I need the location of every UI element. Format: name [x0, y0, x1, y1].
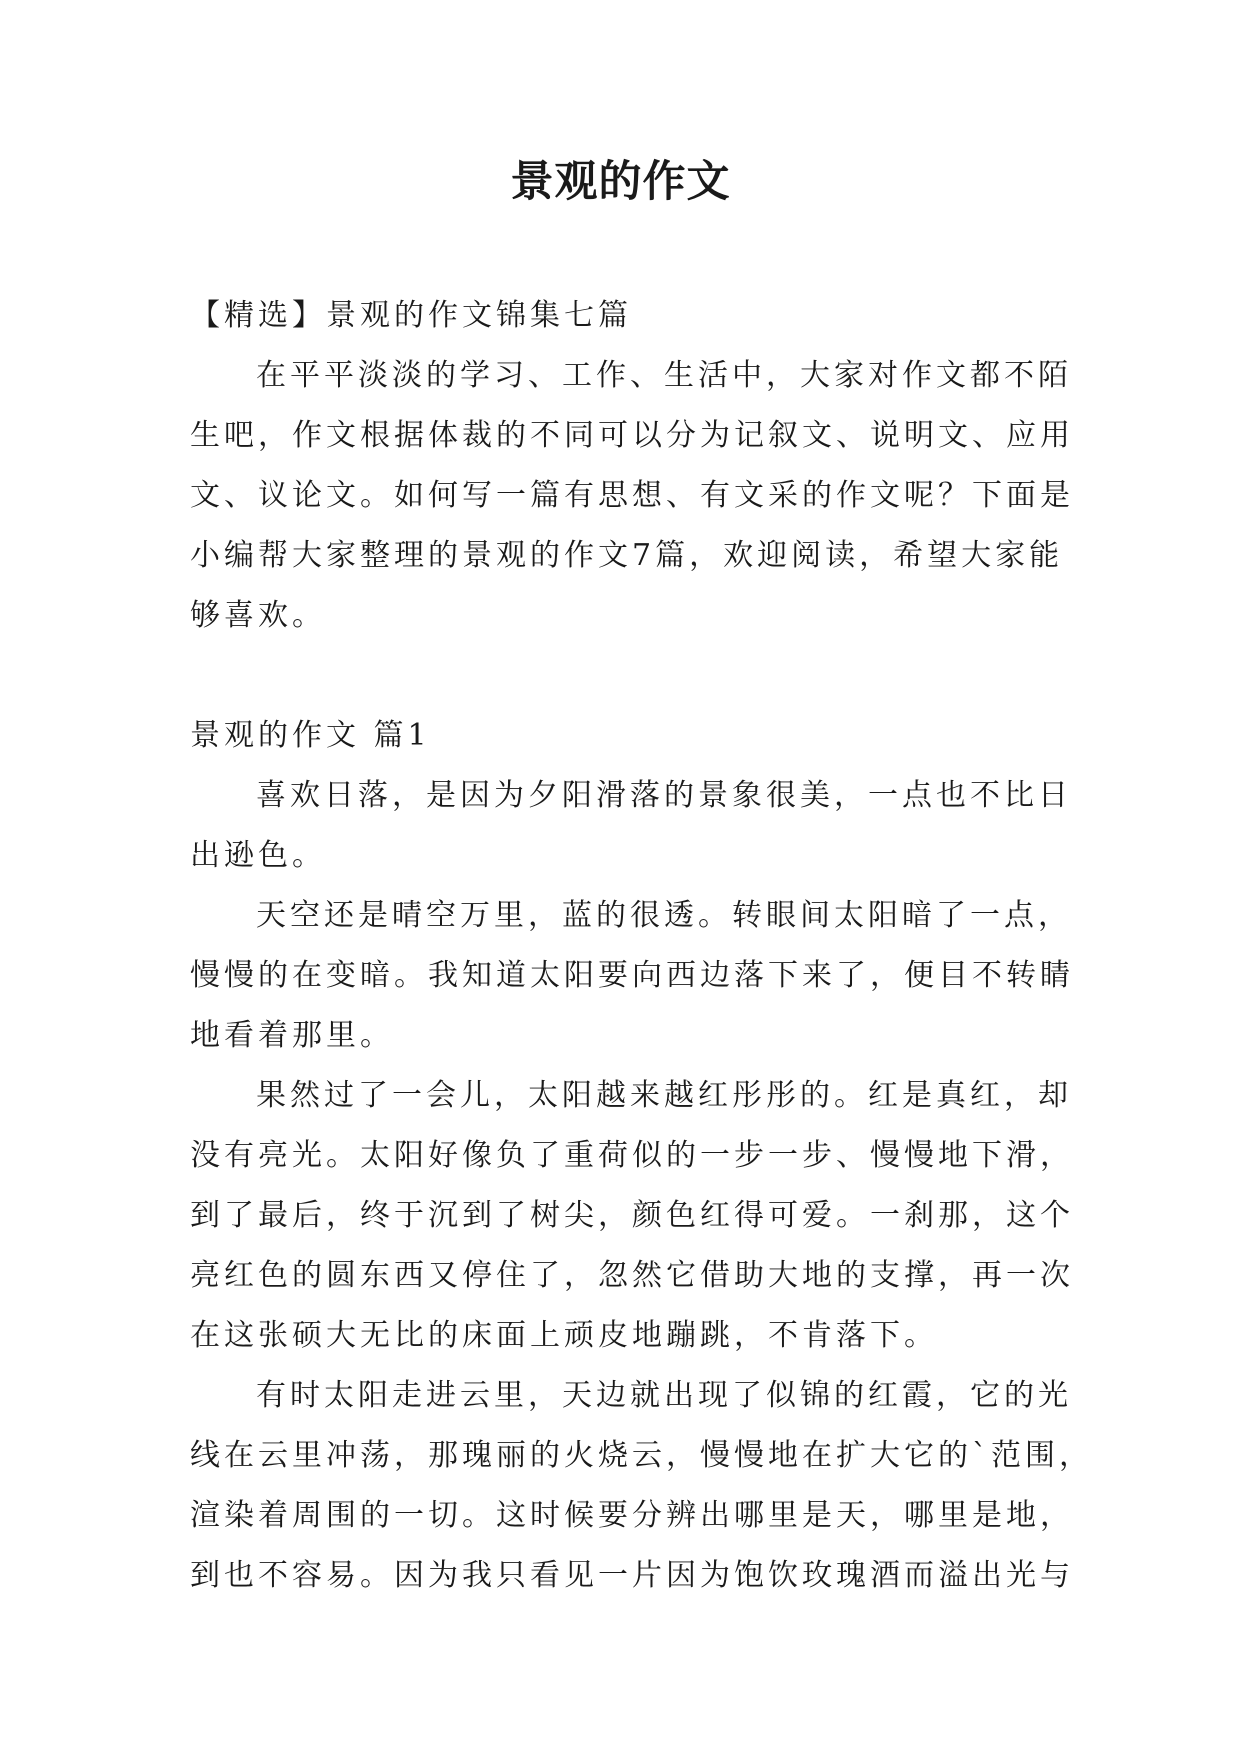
paragraph-line: 地看着那里。 — [190, 1018, 394, 1053]
paragraph-line: 出逊色。 — [190, 838, 326, 873]
paragraph-line: 渲染着周围的一切。这时候要分辨出哪里是天，哪里是地， — [190, 1498, 1074, 1533]
intro-line: 在平平淡淡的学习、工作、生活中，大家对作文都不陌 — [256, 358, 1072, 393]
document-subtitle: 【精选】景观的作文锦集七篇 — [190, 298, 632, 333]
document-body — [190, 286, 1093, 1606]
section-spacer — [190, 646, 1056, 706]
paragraph-line: 天空还是晴空万里，蓝的很透。转眼间太阳暗了一点， — [256, 898, 1072, 933]
section-heading: 景观的作文 篇1 — [190, 718, 431, 753]
paragraph-line: 到也不容易。因为我只看见一片因为饱饮玫瑰酒而溢出光与 — [190, 1558, 1074, 1593]
paragraph-line: 到了最后，终于沉到了树尖，颜色红得可爱。一刹那，这个 — [190, 1198, 1074, 1233]
paragraph-line: 在这张硕大无比的床面上顽皮地蹦跳，不肯落下。 — [190, 1318, 938, 1353]
intro-line: 小编帮大家整理的景观的作文7篇，欢迎阅读，希望大家能 — [190, 538, 1064, 573]
intro-line: 生吧，作文根据体裁的不同可以分为记叙文、说明文、应用 — [190, 418, 1074, 453]
paragraph-line: 果然过了一会儿，太阳越来越红彤彤的。红是真红，却 — [256, 1078, 1072, 1113]
paragraph-line: 有时太阳走进云里，天边就出现了似锦的红霞，它的光 — [256, 1378, 1072, 1413]
paragraph-line: 线在云里冲荡，那瑰丽的火烧云，慢慢地在扩大它的`范围， — [190, 1438, 1093, 1473]
paragraph-line: 喜欢日落，是因为夕阳滑落的景象很美，一点也不比日 — [256, 778, 1072, 813]
paragraph-line: 亮红色的圆东西又停住了，忽然它借助大地的支撑，再一次 — [190, 1258, 1074, 1293]
paragraph-line: 没有亮光。太阳好像负了重荷似的一步一步、慢慢地下滑， — [190, 1138, 1074, 1173]
intro-line: 文、议论文。如何写一篇有思想、有文采的作文呢？下面是 — [190, 478, 1074, 513]
paragraph-line: 慢慢的在变暗。我知道太阳要向西边落下来了，便目不转睛 — [190, 958, 1074, 993]
intro-line: 够喜欢。 — [190, 598, 326, 633]
document-title: 景观的作文 — [510, 157, 731, 207]
